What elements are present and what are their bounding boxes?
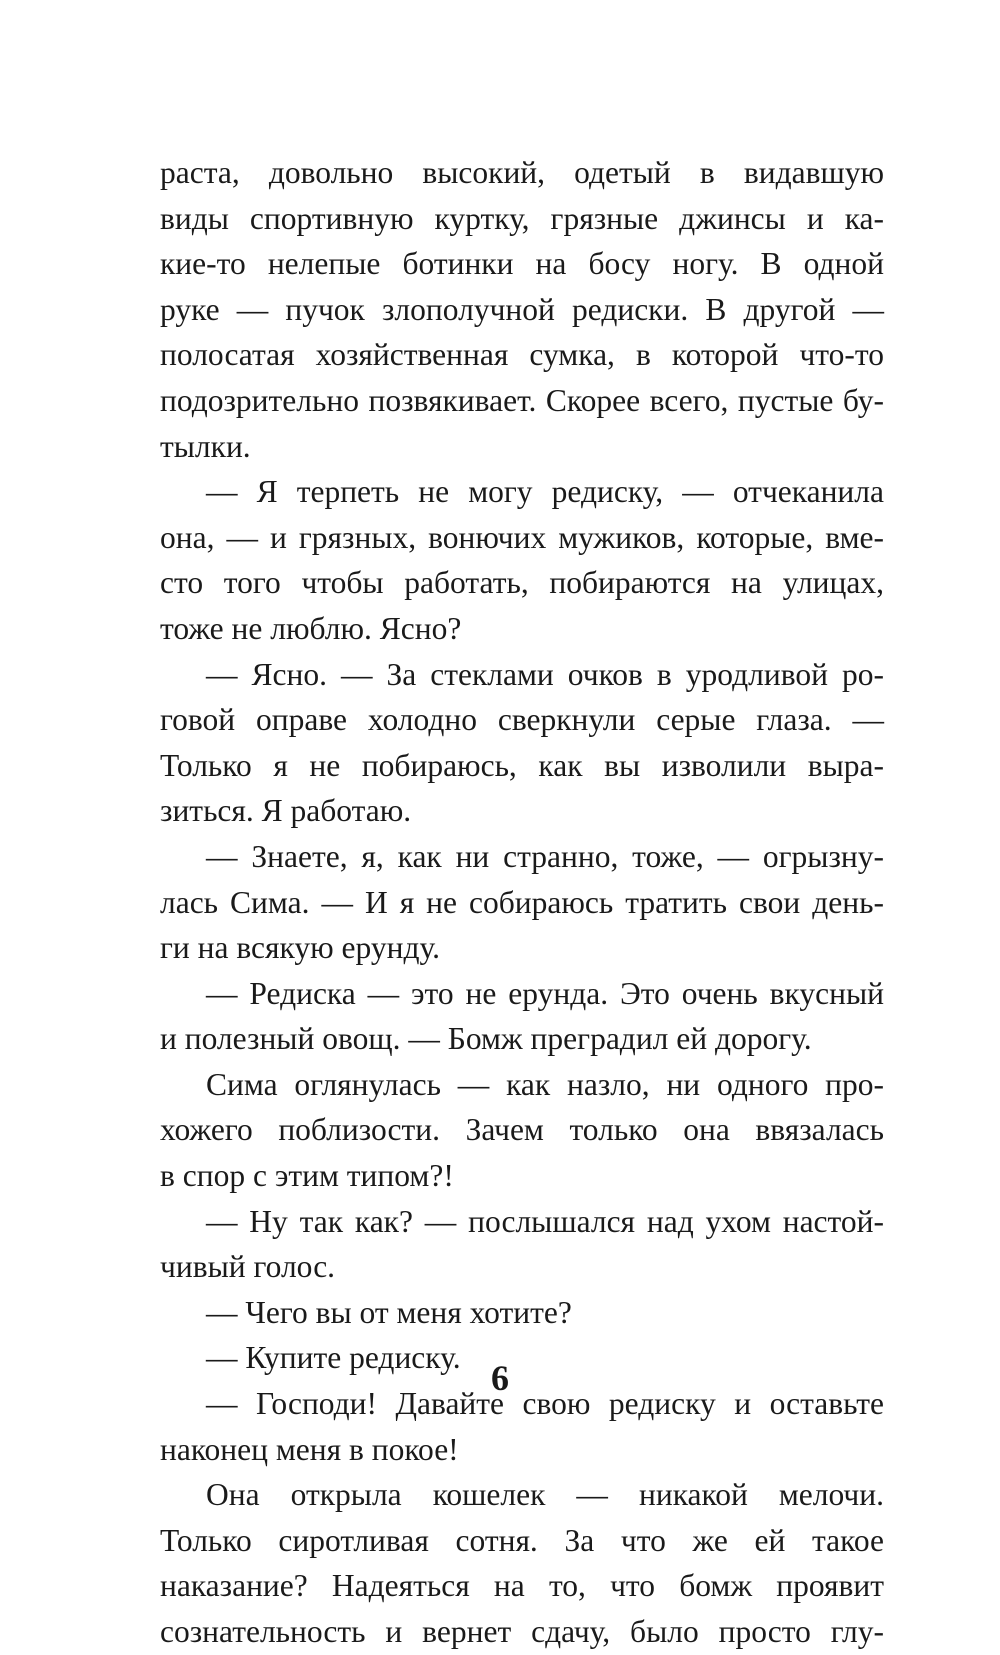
text-line: раста, довольно высокий, одетый в видавшую bbox=[160, 155, 884, 190]
text-line: говой оправе холодно сверкнули серые глаза. — bbox=[160, 702, 884, 738]
text-line: подозрительно позвякивает. Скорее всего, пустые бу- bbox=[160, 382, 884, 418]
text-line: и полезный овощ. — Бомж преградил ей дорогу. bbox=[160, 1021, 812, 1057]
text-line: — Ну так как? — послышался над ухом настой- bbox=[206, 1203, 884, 1239]
text-line: — Я терпеть не могу редиску, — отчеканила bbox=[206, 474, 884, 510]
text-line: — Господи! Давайте свою редиску и оставьте bbox=[206, 1386, 884, 1422]
text-line: наконец меня в покое! bbox=[160, 1431, 459, 1467]
text-line: в спор с этим типом?! bbox=[160, 1158, 454, 1194]
text-line: — Чего вы от меня хотите? bbox=[206, 1294, 572, 1330]
text-line: Только сиротливая сотня. За что же ей такое bbox=[160, 1522, 884, 1558]
text-line: чивый голос. bbox=[160, 1249, 336, 1285]
text-line: руке — пучок злополучной редиски. В другой — bbox=[160, 291, 884, 327]
text-line: она, — и грязных, вонючих мужиков, которые, вме- bbox=[160, 519, 884, 555]
text-line: полосатая хозяйственная сумка, в которой что-то bbox=[160, 337, 884, 373]
text-line: зиться. Я работаю. bbox=[160, 793, 412, 829]
text-line: кие-то нелепые ботинки на босу ногу. В одной bbox=[160, 246, 884, 282]
text-line: тоже не люблю. Ясно? bbox=[160, 610, 462, 646]
text-line: Сима оглянулась — как назло, ни одного про- bbox=[206, 1066, 884, 1102]
page-number: 6 bbox=[491, 1358, 509, 1398]
text-line: сознательность и вернет сдачу, было просто глу- bbox=[160, 1614, 884, 1649]
text-line: виды спортивную куртку, грязные джинсы и ка- bbox=[160, 200, 884, 236]
text-line: — Купите редиску. bbox=[206, 1340, 461, 1376]
text-line: — Знаете, я, как ни странно, тоже, — огрызну- bbox=[206, 838, 884, 874]
text-line: наказание? Надеяться на то, что бомж проявит bbox=[160, 1568, 884, 1604]
text-line: — Ясно. — За стеклами очков в уродливой ро- bbox=[206, 656, 884, 692]
text-line: Она открыла кошелек — никакой мелочи. bbox=[206, 1477, 884, 1513]
text-line: сто того чтобы работать, побираются на улицах, bbox=[160, 565, 884, 601]
text-line: — Редиска — это не ерунда. Это очень вкусный bbox=[206, 975, 884, 1011]
text-line: ги на всякую ерунду. bbox=[160, 930, 440, 966]
text-line: хожего поблизости. Зачем только она ввязалась bbox=[160, 1112, 884, 1148]
text-line: лась Сима. — И я не собираюсь тратить свои день- bbox=[160, 884, 884, 920]
text-line: тылки. bbox=[160, 428, 251, 464]
page-body-text bbox=[160, 150, 884, 1655]
text-line: Только я не побираюсь, как вы изволили выра- bbox=[160, 747, 884, 783]
